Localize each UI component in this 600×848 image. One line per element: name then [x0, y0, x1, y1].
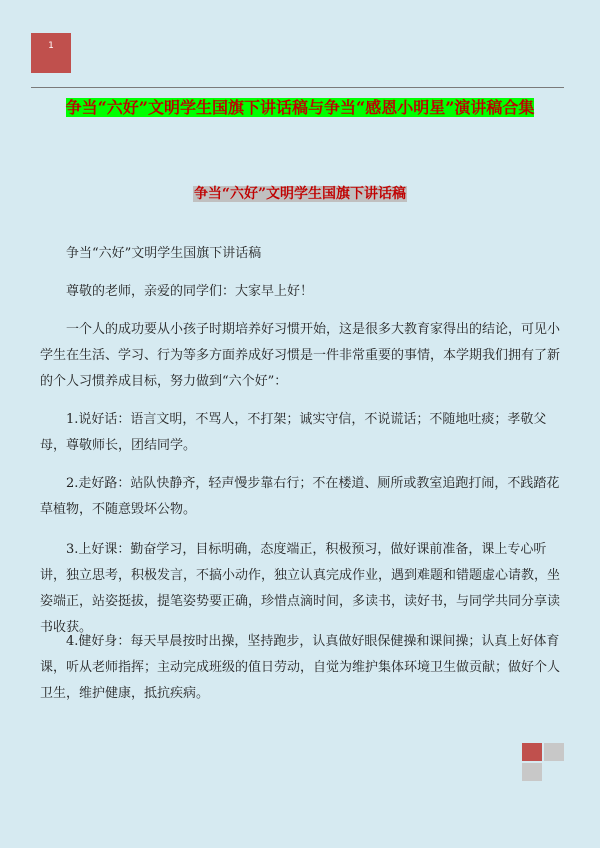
paragraph-heading: 争当“六好”文明学生国旗下讲话稿	[66, 246, 262, 261]
decor-square-gray-1	[544, 743, 564, 761]
header-divider	[31, 87, 564, 88]
paragraph-item-2: 2.走好路：站队快静齐，轻声慢步靠右行；不在楼道、厕所或教室追跑打闹，不践踏花草植物，不随意毁坏公物。	[40, 476, 560, 517]
section-title	[0, 184, 600, 204]
document-title-text: 争当“六好”文明学生国旗下讲话稿与争当“感恩小明星”演讲稿合集	[65, 98, 535, 117]
section-title-text: 争当“六好”文明学生国旗下讲话稿	[193, 186, 407, 202]
decor-square-gray-2	[522, 763, 542, 781]
paragraph-item-4: 4.健好身：每天早晨按时出操，坚持跑步，认真做好眼保健操和课间操；认真上好体育课，听从老师指挥；主动完成班级的值日劳动，自觉为维护集体环境卫生做贡献；做好个人卫生，维护健康，抵抗疾病。	[40, 634, 561, 701]
paragraph-item-1: 1.说好话：语言文明，不骂人，不打架；诚实守信，不说谎话；不随地吐痰；孝敬父母，尊敬师长，团结同学。	[40, 412, 547, 453]
decor-square-red	[522, 743, 542, 761]
page-number-badge	[31, 33, 71, 73]
page-number: 1	[48, 41, 54, 51]
document-title	[38, 97, 562, 119]
paragraph-greeting: 尊敬的老师，亲爱的同学们：大家早上好！	[66, 284, 314, 299]
paragraph-item-3: 3.上好课：勤奋学习，目标明确，态度端正，积极预习，做好课前准备，课上专心听讲，独立思考，积极发言，不搞小动作，独立认真完成作业，遇到难题和错题虚心请教，坐姿端正，站姿挺拔，提笔姿势要正确，珍惜点滴时间，多读书，读好书，与同学共同分享读书收获。	[40, 542, 561, 635]
paragraph-intro: 一个人的成功要从小孩子时期培养好习惯开始，这是很多大教育家得出的结论，可见小学生在生活、学习、行为等多方面养成好习惯是一件非常重要的事情，本学期我们拥有了新的个人习惯养成目标，努力做到“六个好”：	[40, 322, 561, 389]
